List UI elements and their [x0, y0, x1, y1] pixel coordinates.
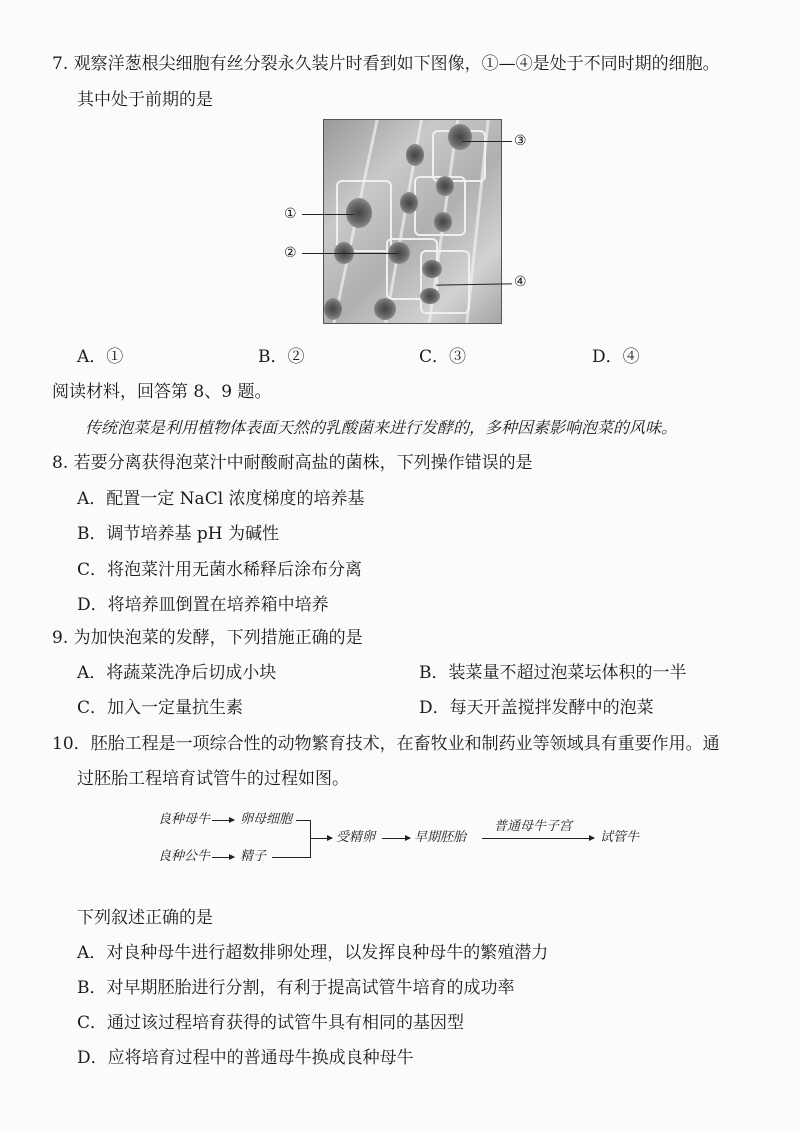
label-3: ③: [514, 133, 527, 149]
q10-stem-line1: 10．胚胎工程是一项综合性的动物繁育技术，在畜牧业和制药业等领域具有重要作用。通: [52, 734, 720, 754]
q8-option-a[interactable]: A．配置一定 NaCl 浓度梯度的培养基: [77, 489, 365, 509]
cell-1-nucleus: [346, 198, 372, 228]
flow-bull: 良种公牛: [158, 849, 211, 864]
q7-option-b[interactable]: B．②: [258, 347, 305, 367]
q10-option-b[interactable]: B．对早期胚胎进行分割，有利于提高试管牛培育的成功率: [77, 978, 515, 998]
q10-option-d[interactable]: D．应将培育过程中的普通母牛换成良种母牛: [77, 1048, 414, 1068]
q9-option-c[interactable]: C．加入一定量抗生素: [77, 698, 244, 718]
q9-option-a[interactable]: A．将蔬菜洗净后切成小块: [77, 663, 277, 683]
material-text: 传统泡菜是利用植物体表面天然的乳酸菌来进行发酵的，多种因素影响泡菜的风味。: [85, 418, 678, 437]
flow-uterus: 普通母牛子宫: [494, 819, 573, 834]
micrograph-image: [323, 119, 502, 324]
label-1: ①: [284, 206, 297, 222]
q10-stem-line2: 过胚胎工程培育试管牛的过程如图。: [77, 769, 349, 789]
q7-option-d[interactable]: D．④: [592, 347, 640, 367]
q8-option-d[interactable]: D．将培养皿倒置在培养箱中培养: [77, 595, 329, 615]
q9-option-d[interactable]: D．每天开盖搅拌发酵中的泡菜: [419, 698, 654, 718]
flow-calf: 试管牛: [600, 830, 640, 845]
q7-stem-line2: 其中处于前期的是: [77, 90, 213, 110]
q7-stem-line1: 7. 观察洋葱根尖细胞有丝分裂永久装片时看到如下图像，①—④是处于不同时期的细胞。: [52, 54, 720, 74]
q8-option-b[interactable]: B．调节培养基 pH 为碱性: [77, 524, 280, 544]
label-2: ②: [284, 245, 297, 261]
q8-stem: 8. 若要分离获得泡菜汁中耐酸耐高盐的菌株，下列操作错误的是: [52, 453, 533, 473]
material-intro: 阅读材料，回答第 8、9 题。: [52, 382, 272, 402]
label-4: ④: [514, 274, 527, 290]
q10-option-c[interactable]: C．通过该过程培育获得的试管牛具有相同的基因型: [77, 1013, 465, 1033]
flow-cow: 良种母牛: [158, 812, 211, 827]
q10-option-a[interactable]: A．对良种母牛进行超数排卵处理，以发挥良种母牛的繁殖潜力: [77, 943, 549, 963]
q8-option-c[interactable]: C．将泡菜汁用无菌水稀释后涂布分离: [77, 560, 363, 580]
q9-stem: 9. 为加快泡菜的发酵，下列措施正确的是: [52, 628, 363, 648]
cell-4-nucleus: [422, 260, 442, 278]
q7-option-c[interactable]: C．③: [419, 347, 467, 367]
q7-option-a[interactable]: A．①: [77, 347, 124, 367]
flow-sperm: 精子: [240, 849, 267, 864]
q10-prompt: 下列叙述正确的是: [77, 908, 213, 928]
flow-zygote: 受精卵: [336, 830, 376, 845]
flow-embryo: 早期胚胎: [414, 830, 467, 845]
flow-oocyte: 卵母细胞: [240, 812, 293, 827]
q9-option-b[interactable]: B．装菜量不超过泡菜坛体积的一半: [419, 663, 687, 683]
cell-3-nucleus: [448, 124, 472, 150]
